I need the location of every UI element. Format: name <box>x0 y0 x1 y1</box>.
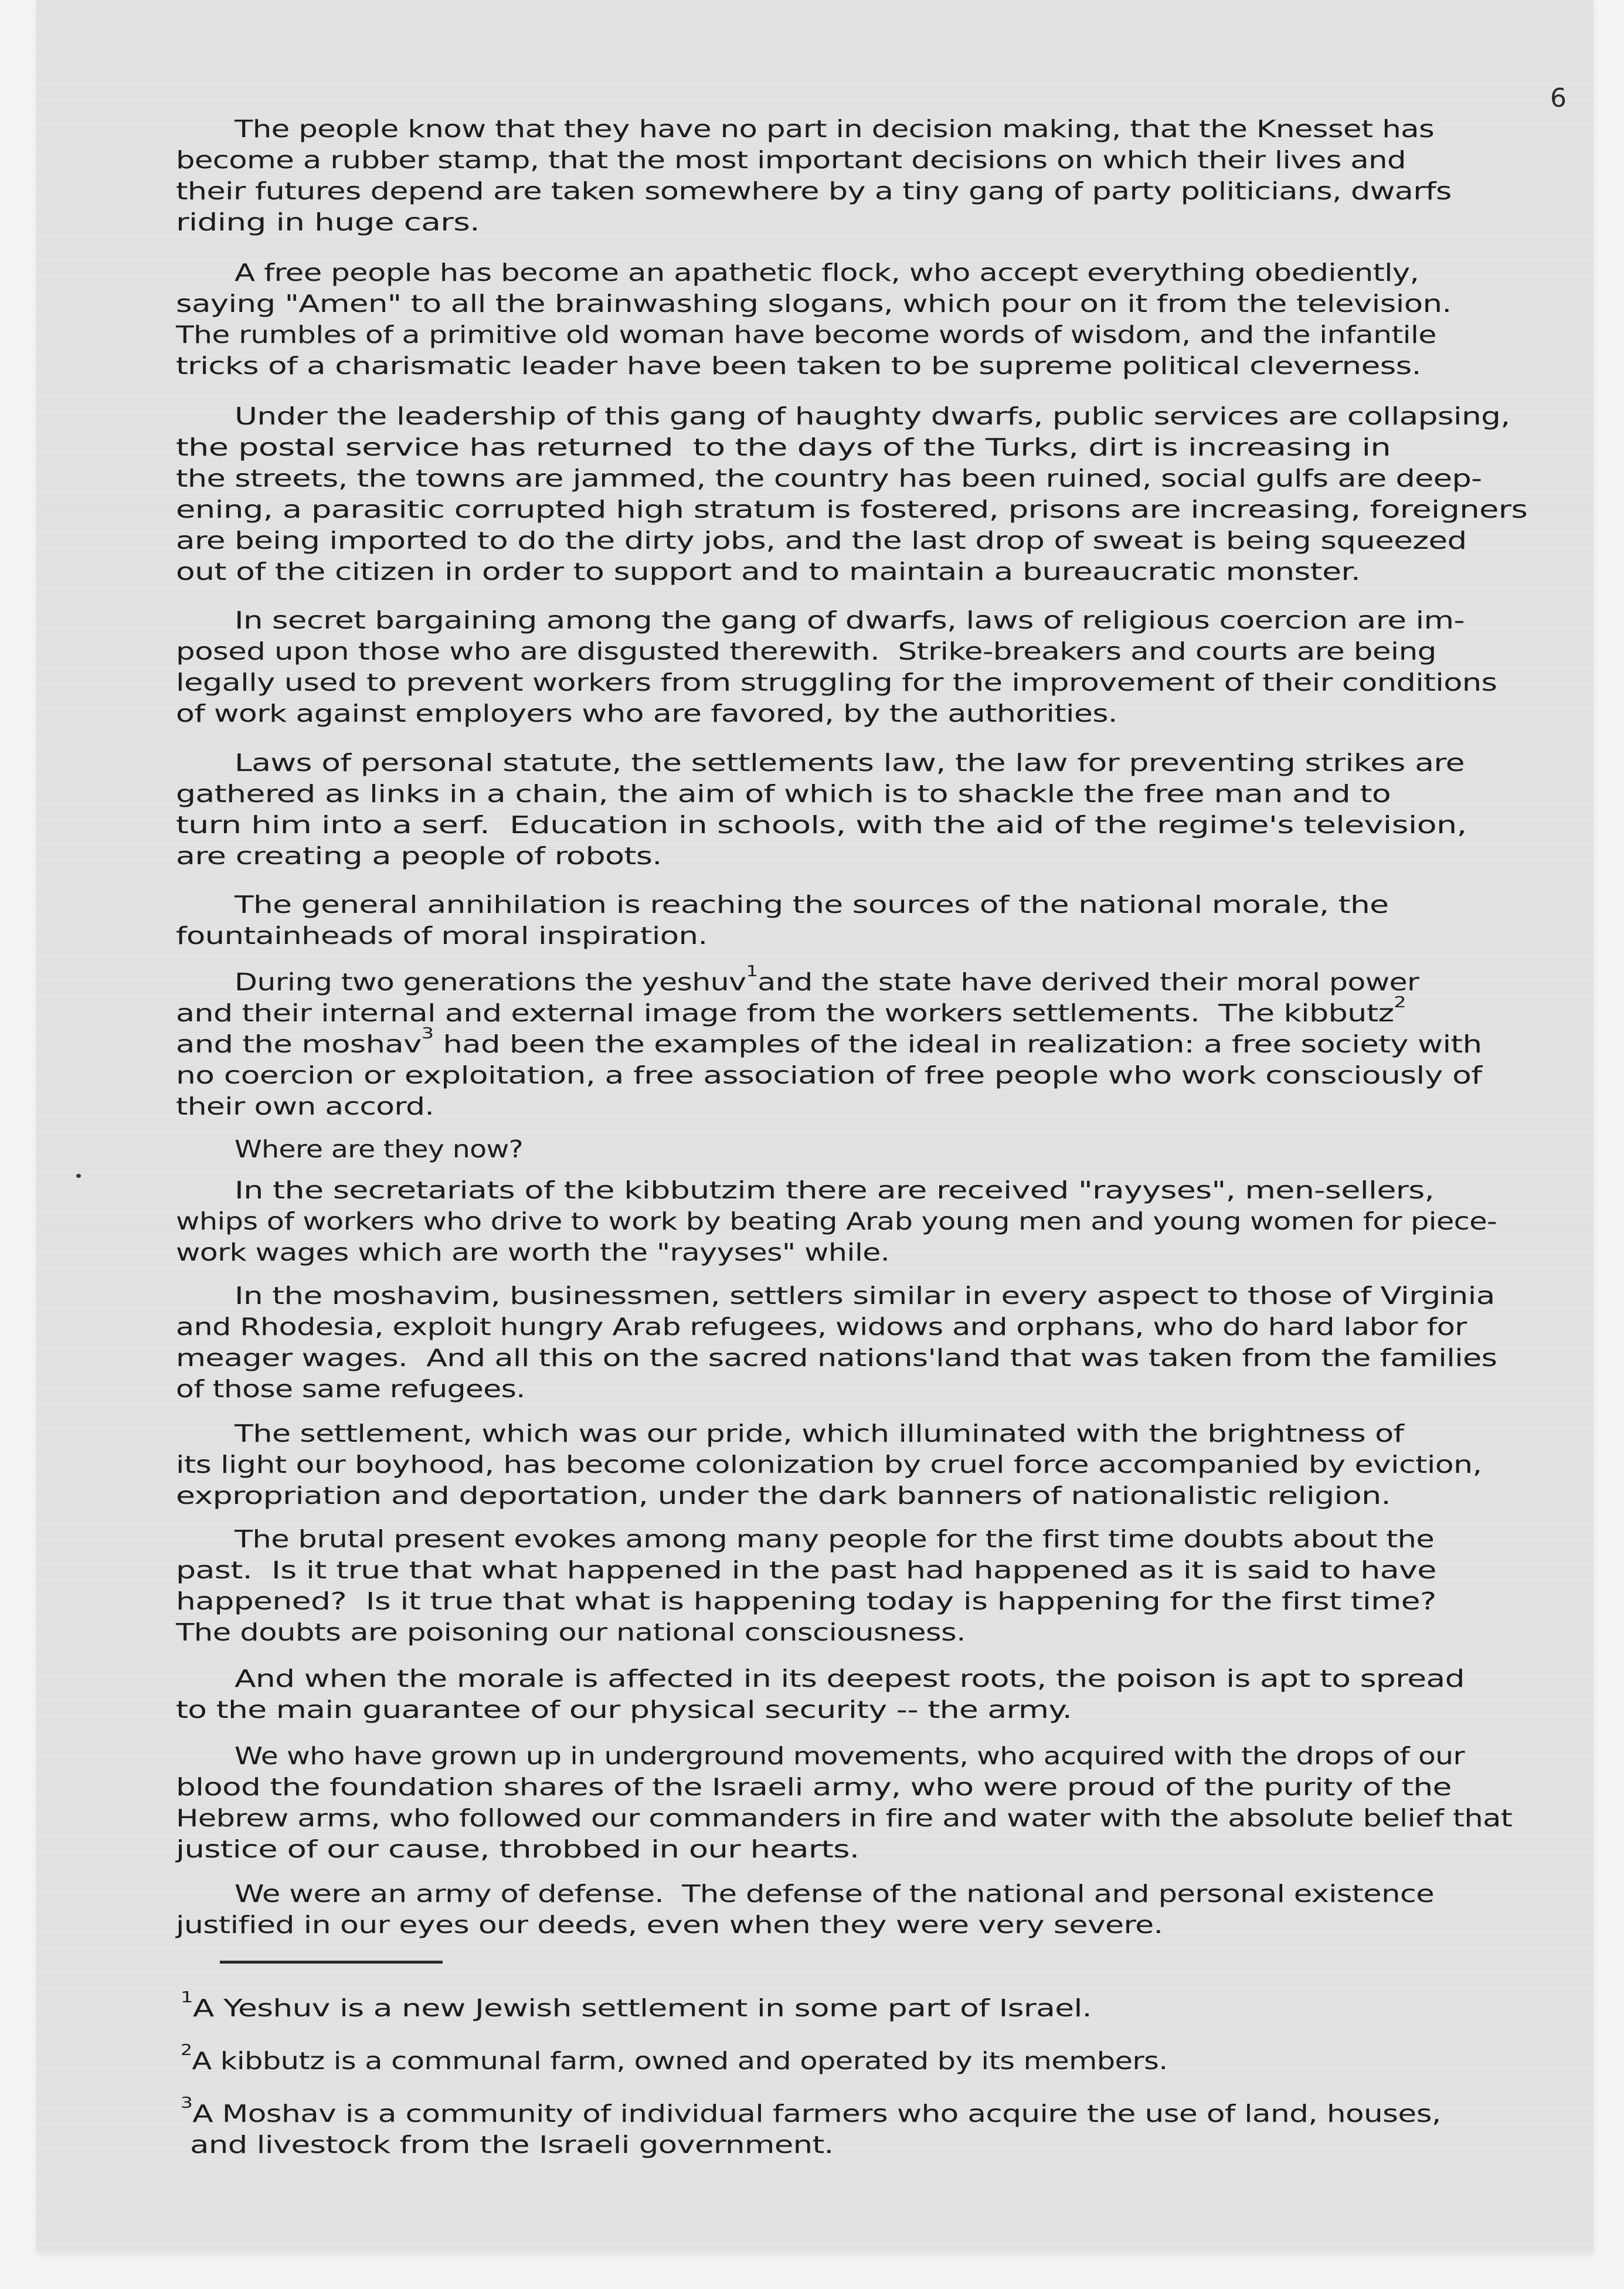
paragraph-line: blood the foundation shares of the Israeli army, who were proud of the purity of the <box>176 1773 1452 1801</box>
paragraph-line: out of the citizen in order to support and to maintain a bureaucratic monster. <box>176 558 1361 586</box>
paragraph-line: justice of our cause, throbbed in our hearts. <box>176 1835 859 1863</box>
paragraph-line: expropriation and deportation, under the dark banners of nationalistic religion. <box>176 1482 1391 1510</box>
paragraph-line: past. Is it true that what happened in the past had happened as it is said to have <box>176 1556 1436 1584</box>
paragraph-line: its light our boyhood, has become colonization by cruel force accompanied by eviction, <box>176 1451 1482 1479</box>
footnote-rule <box>220 1961 443 1964</box>
footnote-line: and livestock from the Israeli government. <box>181 2131 834 2159</box>
paragraph-line: In the moshavim, businessmen, settlers similar in every aspect to those of Virginia <box>235 1282 1495 1310</box>
paragraph-line: turn him into a serf. Education in schools, with the aid of the regime's television, <box>176 811 1467 839</box>
paragraph-line: During two generations the yeshuv$^1$and the state have derived their moral power <box>235 963 1419 996</box>
paragraph-line: Hebrew arms, who followed our commanders in fire and water with the absolute belief that <box>176 1804 1513 1832</box>
paragraph-line: no coercion or exploitation, a free association of free people who work consciously of <box>176 1061 1482 1089</box>
paragraph-line: meager wages. And all this on the sacred nations'land that was taken from the families <box>176 1344 1497 1372</box>
paragraph-line: legally used to prevent workers from struggling for the improvement of their conditions <box>176 668 1497 697</box>
paragraph-line: ening, a parasitic corrupted high stratum is fostered, prisons are increasing, foreigners <box>176 495 1528 524</box>
paragraph-line: are being imported to do the dirty jobs, and the last drop of sweat is being squeezed <box>176 527 1467 555</box>
paragraph-line: their futures depend are taken somewhere by a tiny gang of party politicians, dwarfs <box>176 177 1452 205</box>
document-page <box>36 0 1594 2251</box>
paragraph-line: and the moshav$^3$ had been the examples of the ideal in realization: a free society with <box>176 1025 1482 1058</box>
paragraph-line: their own accord. <box>176 1092 434 1120</box>
paragraph-line: whips of workers who drive to work by beating Arab young men and young women for piece- <box>176 1207 1497 1235</box>
paragraph-line: We were an army of defense. The defense of the national and personal existence <box>235 1880 1435 1908</box>
paragraph-line: In the secretariats of the kibbutzim there are received "rayyses", men-sellers, <box>235 1176 1435 1204</box>
paragraph-line: The rumbles of a primitive old woman have become words of wisdom, and the infantile <box>176 321 1436 349</box>
paragraph-line: and their internal and external image from the workers settlements. The kibbutz$^2$ <box>176 994 1406 1027</box>
paragraph-line: Where are they now? <box>235 1135 524 1163</box>
paragraph-line: The brutal present evokes among many people for the first time doubts about the <box>235 1525 1435 1553</box>
paragraph-line: A free people has become an apathetic flock, who accept everything obediently, <box>235 259 1419 287</box>
paragraph-line: riding in huge cars. <box>176 208 480 236</box>
paragraph-line: justified in our eyes our deeds, even when they were very severe. <box>176 1911 1163 1939</box>
page-number: 6 <box>1550 83 1567 113</box>
paragraph-line: become a rubber stamp, that the most important decisions on which their lives and <box>176 146 1406 174</box>
paragraph-line: and Rhodesia, exploit hungry Arab refugees, widows and orphans, who do hard labor for <box>176 1313 1467 1341</box>
paragraph-line: The general annihilation is reaching the sources of the national morale, the <box>235 891 1389 919</box>
paragraph-line: We who have grown up in underground movements, who acquired with the drops of our <box>235 1742 1465 1770</box>
paragraph-line: In secret bargaining among the gang of dwarfs, laws of religious coercion are im- <box>235 606 1465 634</box>
paragraph-line: posed upon those who are disgusted therewith. Strike-breakers and courts are being <box>176 637 1436 665</box>
paragraph-line: The doubts are poisoning our national consciousness. <box>176 1618 966 1646</box>
paragraph-line: Under the leadership of this gang of haughty dwarfs, public services are collapsing, <box>235 402 1510 430</box>
paragraph-line: are creating a people of robots. <box>176 842 662 870</box>
paragraph-line: fountainheads of moral inspiration. <box>176 922 708 950</box>
paragraph-line: Laws of personal statute, the settlements law, the law for preventing strikes are <box>235 749 1465 777</box>
punch-mark <box>76 1174 81 1178</box>
footnote-line: $^1$A Yeshuv is a new Jewish settlement in some part of Israel. <box>181 1989 1092 2022</box>
paragraph-line: saying "Amen" to all the brainwashing slogans, which pour on it from the television. <box>176 290 1452 318</box>
paragraph-line: gathered as links in a chain, the aim of which is to shackle the free man and to <box>176 780 1391 808</box>
paragraph-line: The settlement, which was our pride, which illuminated with the brightness of <box>235 1419 1404 1448</box>
paragraph-line: the postal service has returned to the days of the Turks, dirt is increasing in <box>176 433 1391 461</box>
paragraph-line: the streets, the towns are jammed, the country has been ruined, social gulfs are deep- <box>176 464 1482 493</box>
paragraph-line: The people know that they have no part in decision making, that the Knesset has <box>235 115 1435 143</box>
footnote-line: $^3$A Moshav is a community of individual farmers who acquire the use of land, houses, <box>181 2094 1441 2128</box>
paragraph-line: of those same refugees. <box>176 1375 525 1403</box>
footnote-line: $^2$A kibbutz is a communal farm, owned and operated by its members. <box>181 2042 1168 2075</box>
paragraph-line: tricks of a charismatic leader have been taken to be supreme political cleverness. <box>176 352 1421 380</box>
paragraph-line: happened? Is it true that what is happening today is happening for the first time? <box>176 1587 1436 1615</box>
paragraph-line: And when the morale is affected in its deepest roots, the poison is apt to spread <box>235 1665 1465 1693</box>
paragraph-line: work wages which are worth the "rayyses" while. <box>176 1238 890 1266</box>
paragraph-line: of work against employers who are favored, by the authorities. <box>176 699 1117 728</box>
paragraph-line: to the main guarantee of our physical security -- the army. <box>176 1696 1072 1724</box>
